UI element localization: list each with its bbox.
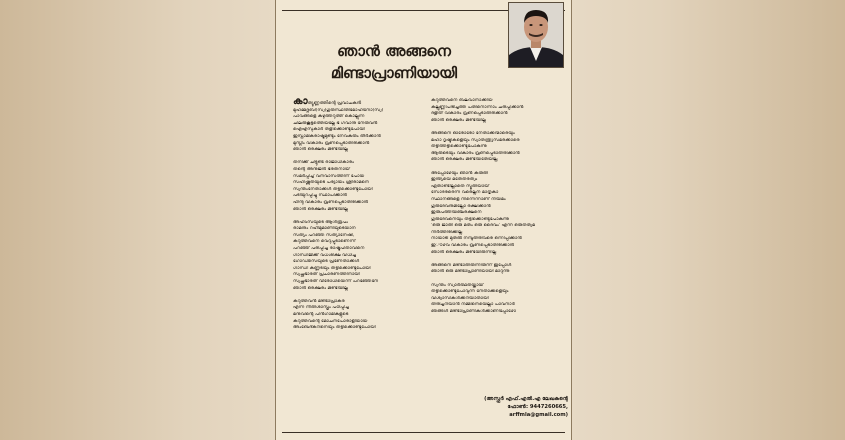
poem-line: ഗാന്ധി കണ്ണടയും തട്ടിക്കൊണ്ടുപോയി [293, 265, 371, 271]
poem-line: ഇൗഴവ വികാരം വ്രണപ്പെടാതിരിക്കാൻ [431, 243, 515, 249]
poem-line: അപ്പോഴേയും ഞാൻ കരുതി [431, 170, 489, 176]
poem-line: ഞാൻ ഒരു മിണ്ടാപ്രാണിയായി മാറുന്നു [431, 269, 510, 275]
poem-line: മുഹമ്മദ്നബി(സ്വ)ഗുരുസ്ഥിതിമോഹിനോ(സ്വ) [293, 107, 384, 113]
stanza [431, 263, 561, 276]
poem-line: സ്വന്തംനേതാക്കൾ തട്ടിക്കൊണ്ടുപോയി [293, 186, 373, 192]
poem-line: ഏതാണ്ടില്ലാതെ സ്മൃതിയായ് [431, 183, 490, 189]
byline-email: arffmla@gmail.com) [509, 412, 568, 418]
poem-line: ഗാന്ധിജിക്ക് വധശിക്ഷ വിധിച്ച [293, 252, 357, 258]
poem-line: സ്വച്ഛഭാരത് പ്രചാരണത്തിനായി [293, 272, 360, 278]
author-byline [446, 395, 568, 419]
poem-line: നായാടി മുതൽ നമ്പൂതിരിവരെ ഒന്നിപ്പിക്കാൻ [431, 236, 522, 242]
poem-line: പാവങ്ങളെ കഴുത്തറുത്ത് കൊല്ലുന്ന [293, 114, 365, 120]
byline-phone: ഫോൺ: 9447260665, [507, 404, 568, 410]
poem-line: അങ്ങനെ ഓരോരോ നേതാക്കന്മാരെയും [431, 130, 515, 136]
poem-line: മുസ്ലീം വികാരം വ്രണപ്പെടാതിരിക്കാൻ [293, 140, 370, 146]
poem-line: സഹിഷ്ണുതയുടെ പര്യായം ശ്രീരാമനെ [293, 180, 369, 186]
poem-line: തട്ടിത്തട്ടിക്കൊണ്ടുപോകുന്നു [431, 144, 487, 150]
poem-line: വിശ്വാസികൾക്കറിയാതായി [431, 295, 489, 301]
stanza [431, 98, 561, 124]
poem-line: കറുത്തവനെ ബലവാനാക്കിയ [431, 98, 493, 103]
poem-right-column [431, 98, 561, 322]
poem-line: ഐഎസുകാർ തളിക്കൊണ്ടുപോയി [293, 127, 365, 133]
article-page [275, 0, 572, 440]
stanza [431, 283, 561, 316]
poem-line: ഗോഡ്സെയുടെ പ്രണേതാക്കൾ [293, 259, 360, 265]
poem-line: ഇന്ത്യയെ മതേതരത്വം [431, 177, 478, 183]
poem-line: ഞാൻ ഒരക്ഷരം മിണ്ടയിരുന്നില്ല [431, 249, 497, 255]
poem-line: ചിലരുകൂട്ടത്തെയല്ലേ ഭ ഗവാനു നേരുവൻ [293, 120, 378, 126]
poem-line: ത്യൂണ്ണത്തിന്റെ പ്രവാചകൻ [307, 101, 362, 106]
poem-line: സോദരരെന്ന വരെല്ലന മാതൃകാ [431, 190, 499, 196]
article-title [294, 40, 494, 84]
poem-line: 'ഒരു ജാതി ഒരു മതം ഒരു ദൈവം' എന്ന ഒരുതത്വമ [431, 223, 535, 229]
poem-line: ഞാൻ ഒരക്ഷരം മിണ്ടിയില്ല [293, 206, 348, 212]
drop-cap: കാ [293, 98, 308, 107]
poem-line: മനുവിന്റെ പിൻഗാമികളുടെ [293, 312, 349, 317]
poem-line: കറുത്തവന്റെ മോചനപോരാളിയായ [293, 318, 368, 324]
poem-line: എന്ന നീതിശാസ്ത്രം പഠിപ്പിച്ച [293, 305, 349, 311]
stanza [293, 160, 423, 213]
poem-line: സമർപ്പിച്ച് വനവാസത്തിന് പോയ [293, 173, 365, 179]
poem-line: ഗുരുദേവനുമില്ലോ രക്ഷിക്കാൻ [431, 203, 491, 209]
poem-line: തിരിച്ചറിയാൻ നമ്മിനെയെല്ലാ പാവനാർ [431, 302, 515, 308]
poem-line: തന്റെ അനുജൻ ഭരതനായ് [293, 166, 350, 172]
poem-line: അംബേദ്കറിനെയും തട്ടിക്കൊണ്ടുപോയി [293, 325, 376, 331]
poem-line: ഹിന്ദു വികാരം വ്രണപ്പെടാതിരിക്കാൻ [293, 199, 369, 205]
poem-line: ദളിത് വികാരം വ്രണപ്പെടാതിരിക്കാൻ [431, 111, 508, 117]
poem-line: മഹാ ദൃഷ്ടികളെയും സ്വാതന്ത്ര്യസമരക്കാരെ [431, 137, 520, 143]
poem-line: രാമനും റഹീമുമാണിയുടെയാന [293, 226, 356, 232]
bottom-rule [282, 432, 565, 433]
poem-line: സ്ഥാനങ്ങളെ നിന്നെന്നാണ് നിയമം [431, 196, 506, 202]
poem-line: കറുത്തവനെ വെറുപ്പുടാണെന്ന് [293, 239, 356, 245]
author-photo [508, 2, 564, 68]
poem-line: ഞാൻ ഒരക്ഷരം മിണ്ടിയില്ല [293, 285, 348, 291]
poem-line: കറുത്തവൻ മിണ്ടാപ്രാകര [293, 298, 345, 304]
poem-line: ഞങ്ങൾ മിണ്ടാപ്രാണികൾക്കാണിപ്പോഴോ [431, 309, 516, 314]
title-line-2: മിണ്ടാപ്രാണിയായി [330, 64, 458, 82]
poem-line: ഇരുപത്തിയഞ്ചരക്ഷനെ [431, 210, 482, 216]
stanza [431, 131, 561, 164]
poem-line: സത്യം പറഞ്ഞ സത്യാനേഷി, [293, 232, 355, 238]
poem-line: അങ്ങനെ മിണ്ടാതിരുന്നിരുന്ന് ഇപ്പോൾ [431, 262, 512, 268]
stanza [293, 98, 423, 154]
poem-line: ആരുടെയും വികാരം വ്രണപ്പെടാതിരിക്കാൻ [431, 150, 520, 156]
poem-line: കല്ലുണ്ണിപിടിച്ചത്ത പതിനൊന്നാം ചരിപ്പിക്കാൻ [431, 104, 524, 110]
poem-line: ഞാൻ ഒരക്ഷരം മിണ്ടിയതേയില്ല [431, 157, 498, 163]
stanza [293, 220, 423, 293]
poem-line: ഞാൻ ഒരക്ഷരം മിണ്ടിയില്ല [293, 147, 348, 153]
poem-line: പടിയുറപ്പിച്ചു സ്ഥാപിക്കാൻ [293, 193, 347, 199]
poem-line: സ്വന്തം സ്വാർത്ഥതയ്ക്കായ് [431, 282, 484, 288]
poem-line: സ്വച്ഛഭാരത് വീരോധിയെന്ന് പറഞ്ഞേനേ [293, 279, 379, 285]
poem-line: തനിക്ക് ചിട്ടുണ്ട രാജാധികാരം [293, 160, 354, 166]
title-line-1: ഞാൻ അങ്ങനെ [337, 42, 451, 60]
poem-line: ഇസ്ലാമികരാഷ്ട്രമുണ്ടും നേവകരും തീർക്കാൻ [293, 133, 381, 139]
stanza [431, 171, 561, 257]
poem-line: ഗുരുദേവനെയും തട്ടിക്കൊണ്ടുപോകുന്നു [431, 216, 509, 222]
poem-line: നിർത്തിരിക്കില്ല [431, 229, 463, 235]
stanza [293, 299, 423, 332]
poem-line: ഞാൻ ഒരക്ഷരം മിണ്ടിയില്ല [431, 117, 486, 123]
byline-author: (അസ്ഫർ എഫ്.എൽ.എ ലേഖകന്റെ [484, 396, 568, 402]
poem-line: അഹിംസയുടെ ആൾരൂപം [293, 219, 348, 225]
poem-left-column [293, 98, 423, 338]
poem-line: തട്ടിക്കൊണ്ടുപോവുന്ന നേതാക്കളെയും [431, 289, 509, 295]
poem-line: പറഞ്ഞ് പരിപ്പിച്ച രാഷ്ട്രപിതാവിനെ [293, 246, 365, 252]
